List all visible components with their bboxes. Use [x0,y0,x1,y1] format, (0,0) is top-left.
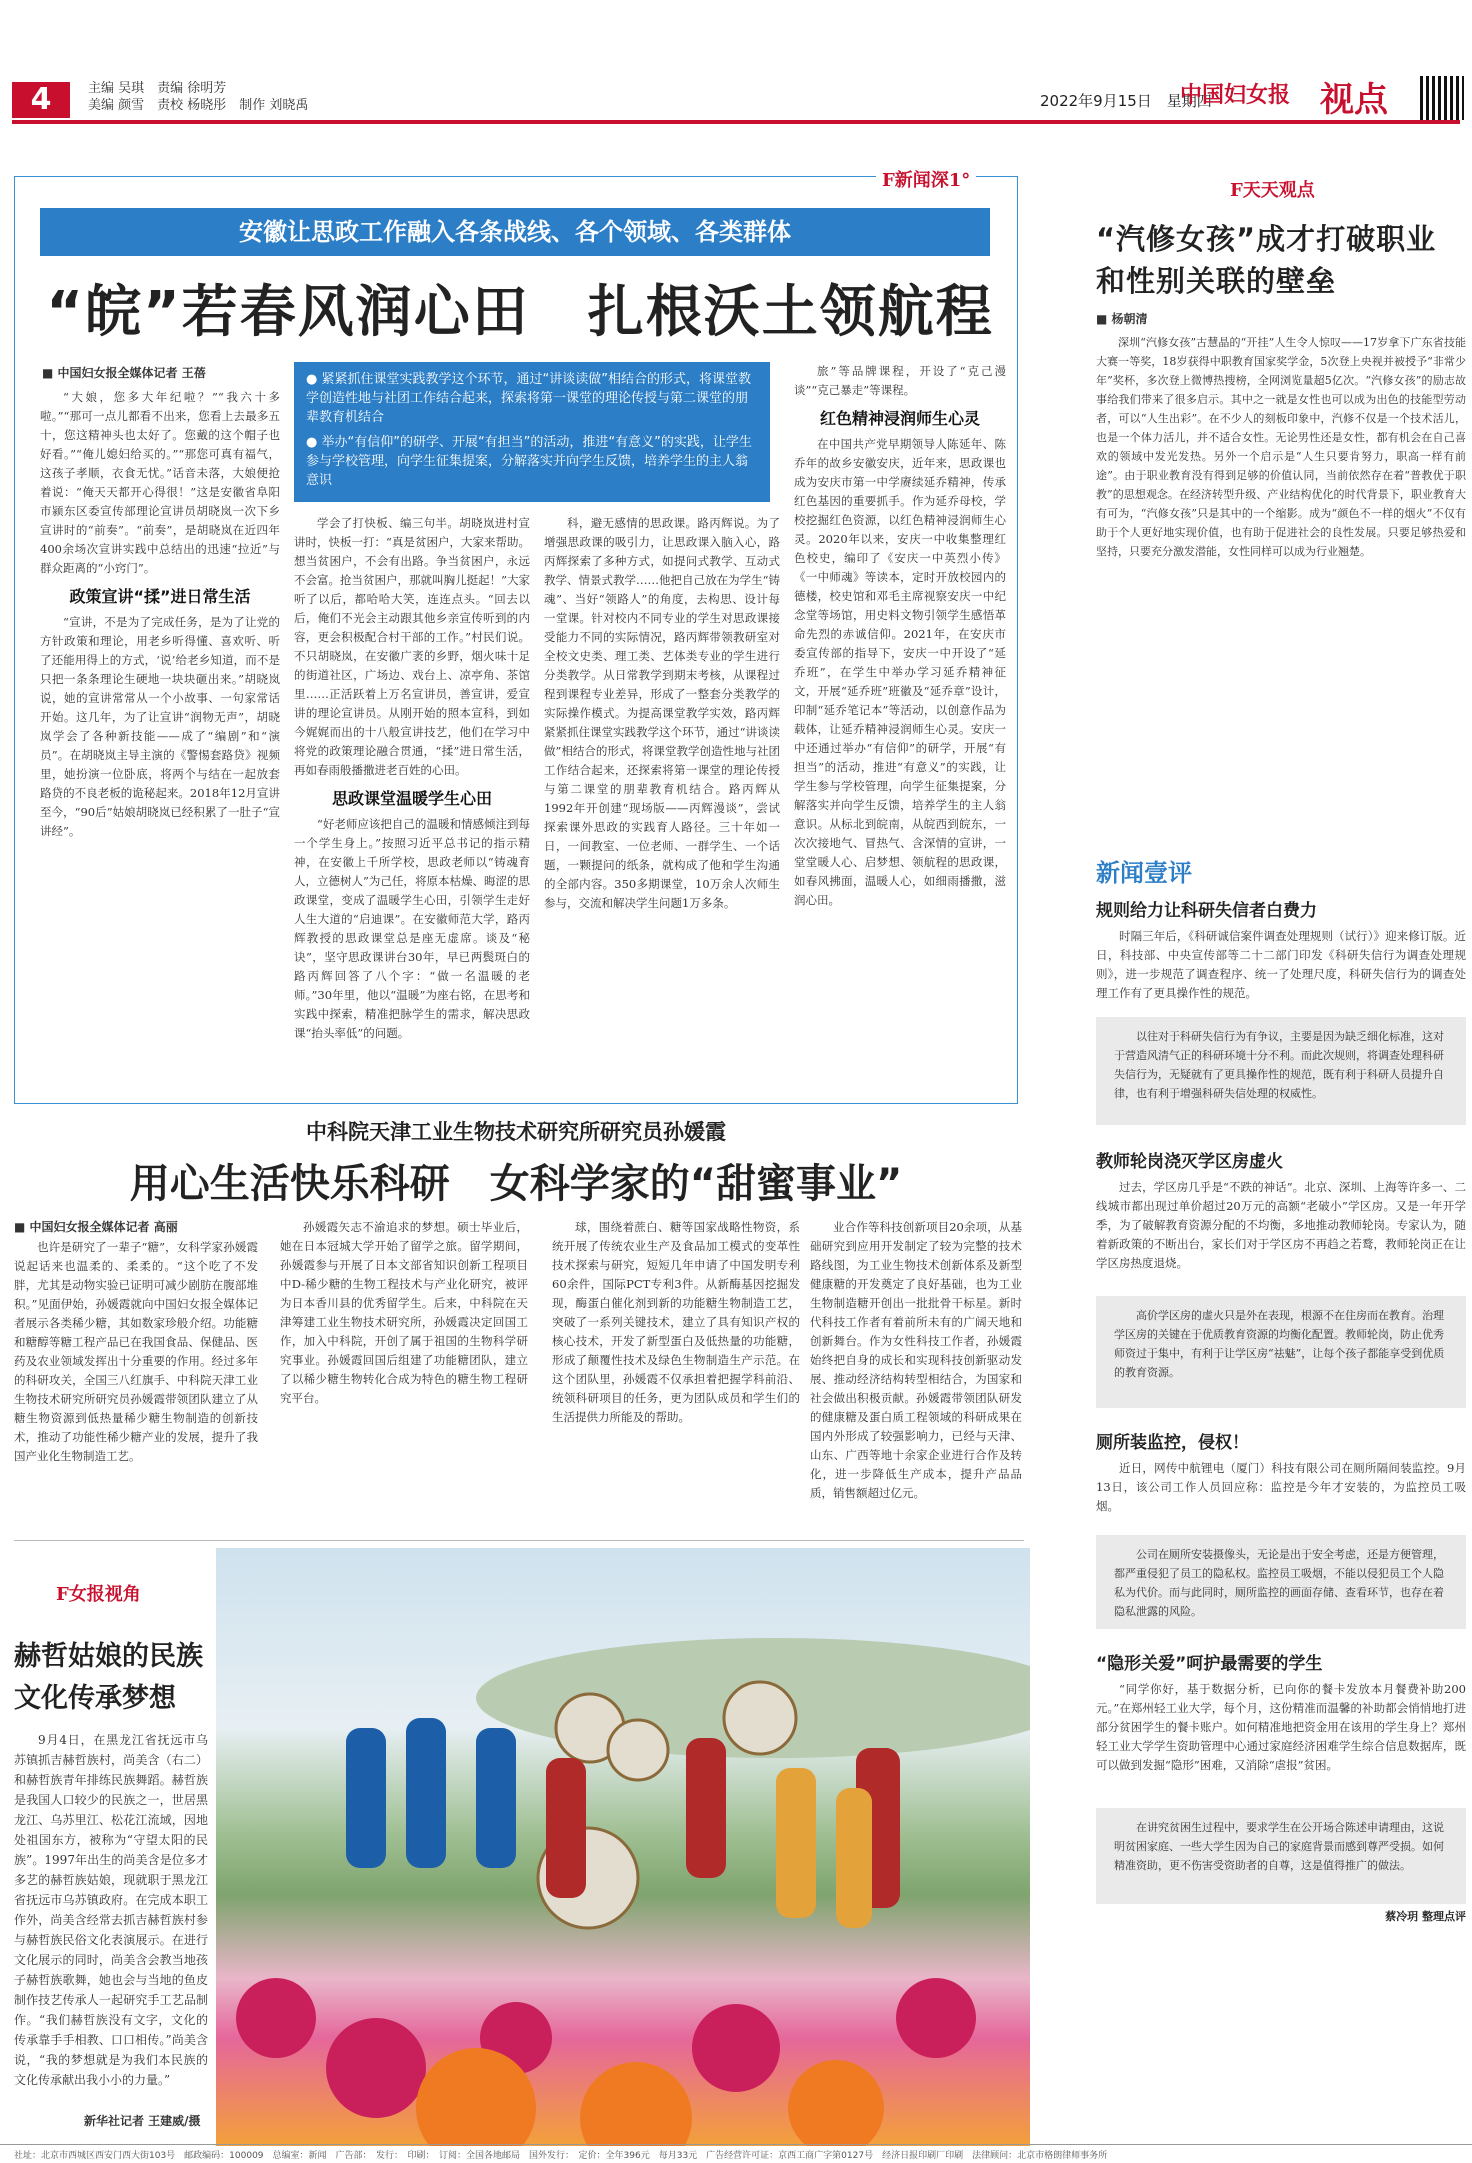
subhead-policy: 政策宣讲“揉”进日常生活 [69,587,251,606]
review-d-headline: “隐形关爱”呵护最需要的学生 [1096,1654,1323,1674]
subhead-red-spirit: 红色精神浸润师生心灵 [819,409,980,428]
photo-illustration [216,1548,1030,2146]
section-name: 视点 [1320,80,1388,120]
second-column-3: 球，围绕着蔗白、糖等国家战略性物资，系统开展了传统农业生产及食品加工模式的变革性技术探索与研究，短短几年申请了中国发明专利60余件，国际PCT专利3件。从新酶基因挖掘发现，酶蛋白催化剂到新的功能糖生物制造工艺，突破了一系列关键技术，建立了具有知识产权的核心技术，开发了新型蛋白及低热量的功能糖，形成了颠覆性技术及绿色生物制造生产示范。在这个团队里，孙媛霞不仅承担着把握学科前沿、统领科研项目的任务，更为团队成员和学生们的生活提供力所能及的帮助。 [552,1220,800,1424]
page-number: 4 [12,82,70,118]
second-kicker: 中科院天津工业生物技术研究所研究员孙媛霞 [306,1119,726,1144]
bottom-title: 赫哲姑娘的民族文化传承梦想 [14,1641,203,1714]
paper-logo: 中国妇女报 [1180,82,1291,108]
review-c-headline: 厕所装监控，侵权！ [1096,1433,1249,1453]
review-d-text: “同学你好，基于数据分析，已向你的餐卡发放本月餐费补助200元。”在郑州轻工业大学，每个月，这份精准而温馨的补助都会悄悄地打进部分贫困学生的餐卡账户。如何精准地把资金用在该用的学生身上？郑州轻工业大学学生资助管理中心通过家庭经济困难学生综合信息数据库，既可以做到发掘“隐形”困难，又消除“虐报”贫困。 [1096,1682,1466,1772]
review-b-headline: 教师轮岗浇灭学区房虚火 [1096,1152,1283,1172]
opinion-text: 深圳“汽修女孩”古慧晶的“开挂”人生令人惊叹——17岁拿下广东省技能大赛一等奖，18岁获得中职教育国家奖学金，5次登上央视并被授予“非常少年”奖杯，多次登上微博热搜榜，全网浏览量超5亿次。“汽修女孩”的励志故事给我们带来了很多启示。其中之一就是女性也可以成为出色的技能型劳动者，可以“人生出彩”。在不少人的刻板印象中，汽修不仅是一个技术活儿，也是一个体力活儿，并不适合女性。无论男性还是女性，都有机会在自己喜欢的领域中发光发热。另外一个启示是“人生只要肯努力，职高一样有前途”。由于职业教育没有得到足够的价值认同，当前依然存在着“普教优于职教”的思想观念。在经济转型升级、产业结构优化的时代背景下，职业教育大有可为，“汽修女孩”只是其中的一个缩影。成为“颜色不一样的烟火”不仅有助于个人更好地实现价值，也有助于促进社会的良性发展。只要足够热爱和坚持，只要充分激发潜能，女性同样可以成为行业翘楚。 [1096,336,1466,558]
second-column-2: 孙媛霞矢志不渝追求的梦想。硕士毕业后，她在日本冠城大学开始了留学之旅。留学期间，孙媛霞参与开展了日本文部省知识创新工程项目中D-稀少糖的生物工程技术与产业化研究，被评为日本香川县的优秀留学生。后来，中科院在天津筹建工业生物技术研究所，孙媛霞决定回国工作，加入中科院，开创了属于祖国的生物科学研究事业。孙媛霞回国后组建了功能糖团队，建立了以稀少糖生物转化合成为特色的糖生物工程研究平台。 [280,1220,528,1405]
divider [14,1540,1024,1541]
subhead-classroom: 思政课堂温暖学生心田 [331,789,492,808]
pull-quote-box [294,362,770,502]
review-b-comment: 高价学区房的虚火只是外在表现，根源不在住房而在教育。治理学区房的关键在于优质教育资源的均衡化配置。教师轮岗，防止优秀师资过于集中，有利于让学区房“祛魅”，让每个孩子都能享受到优质的教育资源。 [1096,1296,1466,1408]
second-byline: ■ 中国妇女报全媒体记者 高丽 [14,1220,178,1234]
header-rule [12,120,1460,124]
news-review-header: 新闻壹评 [1096,859,1192,887]
qr-code-icon [1420,76,1464,120]
second-headline: 用心生活快乐科研 女科学家的“甜蜜事业” [129,1161,903,1207]
bottom-text: 9月4日，在黑龙江省抚远市乌苏镇抓吉赫哲族村，尚美含（右二）和赫哲族青年排练民族舞蹈。赫哲族是我国人口较少的民族之一，世居黑龙江、乌苏里江、松花江流域，因地处祖国东方，被称为“守望太阳的民族”。1997年出生的尚美含是位多才多艺的赫哲族姑娘，现就职于黑龙江省抚远市乌苏镇政府。在完成本职工作外，尚美含经常去抓吉赫哲族村参与赫哲族民俗文化表演展示。在进行文化展示的同时，尚美含会教当地孩子赫哲族歌舞，她也会与当地的鱼皮制作技艺传承人一起研究手工艺品制作。“我们赫哲族没有文字，文化的传承靠手手相教、口口相传。”尚美含说，“我的梦想就是为我们本民族的文化传承献出我小小的力量。” [14,1733,208,2087]
page-header [0,0,1472,118]
second-column-1: 也许是研究了一辈子“糖”，女科学家孙媛霞说起话来也温柔的、柔柔的。“这个吃了不发胖，尤其是动物实验已证明可减少剧肪在腹部堆积。”见面伊始，孙媛霞就向中国妇女报全媒体记者展示各类稀少糖，其如数家珍般介绍。功能糖和糖醇等糖工程产品已在我国食品、保健品、医药及农业领域发挥出十分重要的作用。经过多年的科研攻关，全国三八红旗手、中科院天津工业生物技术研究所研究员孙媛霞带领团队建立了从糖生物资源到低热量稀少糖生物制造的创新技术，推动了功能性稀少糖产业的发展，提升了我国产业化生物制造工艺。 [14,1240,258,1463]
lead-column-3: 科，避无感情的思政课。路丙辉说。为了增强思政课的吸引力，让思政课入脑入心，路丙辉探索了多种方式，如提问式教学、互动式教学、情景式教学……他把自己放在为学生“铸魂”、当好“领路人”的角度，去构思、设计每一堂课。针对校内不同专业的学生对思政课接受能力不同的实际情况，路丙辉带领教研室对全校文史类、理工类、艺体类专业的学生进行分类教学。从日常教学到期末考核，从课程过程到课程专业差异，形成了一整套分类教学的实际操作模式。为提高课堂教学实效，路丙辉紧紧抓住课堂实践教学这个环节，通过“讲谈读做”相结合的形式，将课堂教学创造性地与社团工作结合起来，还探索将第一课堂的理论传授与第二课堂的朋辈教育机结合。路丙辉从1992年开创建“现场版——丙辉漫谈”，尝试探索课外思政的实践育人路径。三十年如一日，一间教室、一位老师、一群学生、一个话题，一颗提问的纸条，就构成了他和学生沟通的全部内容。350多期课堂，10万余人次师生参与，交流和解决学生问题1万多条。 [544,516,780,910]
pull-quote-2: ● 举办“有信仰”的研学、开展“有担当”的活动，推进“有意义”的实践，让学生参与学校管理，向学生征集提案，分解落实并向学生反馈，培养学生的主人翁意识 [306,435,752,488]
lead-byline: ■ 中国妇女报全媒体记者 王蓓 [42,366,206,380]
review-c-text: 近日，网传中航锂电（厦门）科技有限公司在厕所隔间装监控。9月13日，该公司工作人员回应称：监控是今年才安装的，为监控员工吸烟。 [1096,1461,1466,1513]
bottom-tag: F女报视角 [56,1584,141,1605]
dancers-photo [216,1548,1030,2146]
lead-column-1: “大娘，您多大年纪啦？”“我六十多啦。”“那可一点儿都看不出来，您看上去最多五十，您这精神头也太好了。您戴的这个帽子也好看。”“俺儿媳妇给买的。”“那您可真有福气，这孩子孝顺，衣食无忧。”话音未落，大娘便抢着说：“俺天天都开心得很！”这是安徽省阜阳市颍东区委宣传部理论宣讲员胡晓岚一次下乡宣讲时的“前奏”。“前奏”，是胡晓岚在近四年400余场次宣讲实践中总结出的迅速“拉近”与群众距离的“小窍门”。 政策宣讲“揉”进日常生活 “宣讲，不是为了完成任务，是为了让党的方针政策和理论，用老乡听得懂、喜欢听、听了还能用得上的方式，‘说’给老乡知道，而不是只把一条条理论生硬地一块块砸出来。”胡晓岚说，她的宣讲常常从一个小故事、一句家常话开始。这几年，为了让宣讲“润物无声”，胡晓岚学会了各种新技能——成了“编剧”和“演员”。在胡晓岚主导主演的《警惕套路贷》视频里，她扮演一位卧底，将两个与结在一起放套路贷的不良老板的诡秘起来。2018年12月宣讲至今，“90后”姑娘胡晓岚已经积累了一肚子“宣讲经”。 [40,390,280,838]
editor-credits: 主编 吴琪 责编 徐明芳 美编 颜雪 责校 杨晓彤 制作 刘晓禹 [88,81,309,113]
lead-kicker: 安徽让思政工作融入各条战线、各个领域、各类群体 [40,208,990,256]
review-c-comment: 公司在厕所安装摄像头，无论是出于安全考虑，还是方便管理，都严重侵犯了员工的隐私权。监控员工吸烟，不能以侵犯员工个人隐私为代价。而与此同时，厕所监控的画面存储、查看环节，也存在着隐私泄露的风险。 [1096,1535,1466,1629]
editor-signature: 蔡冷玥 整理点评 [1385,1910,1466,1923]
review-a-headline: 规则给力让科研失信者白费力 [1096,901,1317,921]
review-a-comment: 以往对于科研失信行为有争议，主要是因为缺乏细化标准，这对于营造风清气正的科研环境十分不利。而此次规则，将调查处理科研失信行为，无疑就有了更具操作性的规范，既有利于科研人员提升自律，也有利于增强科研失信处理的权威性。 [1096,1017,1466,1125]
review-b-text: 过去，学区房几乎是“不跌的神话”。北京、深圳、上海等许多一、二线城市都出现过单价超过20万元的高额“老破小”学区房。又是一年开学季，为了破解教育资源分配的不均衡，多地推动教师轮岗。专家认为，随着新政策的不断出台，家长们对于学区房不再趋之若鹜，教师轮岗正在让学区房热度退烧。 [1096,1180,1466,1270]
opinion-headline: “汽修女孩”成才打破职业和性别关联的壁垒 [1096,222,1437,298]
page-footer: 社址：北京市西城区西安门西大街103号 邮政编码：100009 总编室：新闻 广告部： 发行： 印刷： 订阅：全国各地邮局 国外发行： 定价：全年396元 每月33元 广告经营许可证：京西工商广字第0127号 经济日报印刷厂印刷 法律顾问：北京市格朗律师事务所 [0,2144,1472,2163]
pull-quote-1: ● 紧紧抓住课堂实践教学这个环节，通过“讲谈读做”相结合的形式，将课堂教学创造性地与社团工作结合起来，探索将第一课堂的理论传授与第二课堂的朋辈教育机结合 [306,372,751,425]
opinion-author: ■ 杨朝清 [1096,312,1148,326]
lead-column-2: 学会了打快板、编三句半。胡晓岚进村宣讲时，快板一打：“真是贫困户，大家来帮助。想当贫困户，不会有出路。争当贫困户，永远不会富。抢当贫困户，那就叫胸儿挺起！”大家听了以后，都哈哈大笑，连连点头。“回去以后，俺们不光会主动跟其他乡亲宣传听到的内容，更会积极配合村干部的工作。”村民们说。不只胡晓岚，在安徽广袤的乡野，烟火味十足的街道社区，广场边、戏台上、凉亭角、茶馆里……正活跃着上万名宣讲员，善宣讲，爱宣讲的理论宣讲员。从刚开始的照本宣科，到如今娓娓而出的十八般宣讲技艺，他们在学习中将党的政策理论融合贯通，“揉”进日常生活，再如春雨般播撒进老百姓的心田。 思政课堂温暖学生心田 “好老师应该把自己的温暖和情感倾注到每一个学生身上。”按照习近平总书记的指示精神，在安徽上千所学校，思政老师以“铸魂育人，立德树人”为己任，将原本枯燥、晦涩的思政课堂，变成了温暖学生心田，引领学生走好人生大道的“启迪课”。在安徽师范大学，路丙辉教授的思政课堂总是座无虚席。谈及“秘诀”，坚守思政课讲台30年，早已两鬓斑白的路丙辉回答了八个字：“做一名温暖的老师。”30年里，他以“温暖”为座右铭，在思考和实践中探索，精准把脉学生的需求，解决思政课“抬头率低”的问题。 [294,516,530,1040]
opinion-tag: F天天观点 [1230,180,1315,201]
right-sidebar [1096,176,1466,1924]
lead-headline: “皖”若春风润心田 扎根沃土领航程 [46,280,994,345]
lead-column-4: 旅”等品牌课程，开设了“克己漫谈”“克己暴走”等课程。 红色精神浸润师生心灵 在中国共产党早期领导人陈延年、陈乔年的故乡安徽安庆，近年来，思政课也成为安庆市第一中学赓续延乔精神，传承红色基因的重要抓手。作为延乔母校，学校挖掘红色资源，以红色精神浸润师生心灵。2020年以来，安庆一中收集整理红色校史，编印了《安庆一中英烈小传》《一中师魂》等读本，定时开放校园内的德楼，校史馆和邓毛主席视察安庆一中纪念堂等场馆，用史料文物引领学生感悟革命先烈的赤诚信仰。2021年，在安庆市委宣传部的指导下，安庆一中开设了“延乔班”，在学生中举办学习延乔精神征文，开展“延乔班”班徽及“延乔章”设计，印制“延乔笔记本”等活动，以创意作品为载体，让延乔精神浸润师生心灵。安庆一中还通过举办“有信仰”的研学，开展“有担当”的活动，推进“有意义”的实践，让学生参与学校管理，向学生征集提案，分解落实并向学生反馈，培养学生的主人翁意识。从标北到皖南，从皖西到皖东，一次次接地气、冒热气、含深情的宣讲，一堂堂暖人心、启梦想、领航程的思政课，如春风拂面，温暖人心，如细雨播撒，滋润心田。 [794,364,1006,907]
issue-date: 2022年9月15日 星期四 [1040,92,1212,110]
review-a-text: 时隔三年后，《科研诚信案件调查处理规则（试行）》迎来修订版。近日，科技部、中央宣传部等二十二部门印发《科研失信行为调查处理规则》，进一步规范了调查程序、统一了处理尺度，科研失信行为的调查处理工作有了更具操作性的规范。 [1096,929,1466,1000]
column-tag: F新闻深1° [876,166,976,192]
second-column-4: 业合作等科技创新项目20余项，从基础研究到应用开发制定了较为完整的技术路线图，为工业生物技术创新体系及新型健康糖的开发奠定了良好基础，也为工业生物制造糖开创出一批批骨干标星。新时代科技工作者有着前所未有的广阔天地和创新舞台。作为女性科技工作者，孙媛霞始终把自身的成长和实现科技创新驱动发展、推动经济结构转型相结合，为国家和社会做出积极贡献。孙媛霞带领团队研发的健康糖及蛋白质工程领域的科研成果在国内外形成了较强影响力，已经与天津、山东、广西等地十余家企业进行合作及转化，进一步降低生产成本，提升产品品质，销售额超过亿元。 [810,1220,1022,1500]
photo-credit: 新华社记者 王建威/摄 [84,2114,201,2128]
review-d-comment: 在讲究贫困生过程中，要求学生在公开场合陈述申请理由，这说明贫困家庭、一些大学生因为自己的家庭背景而感到尊严受损。如何精准资助，更不伤害受资助者的自尊，这是值得推广的做法。 [1096,1808,1466,1904]
